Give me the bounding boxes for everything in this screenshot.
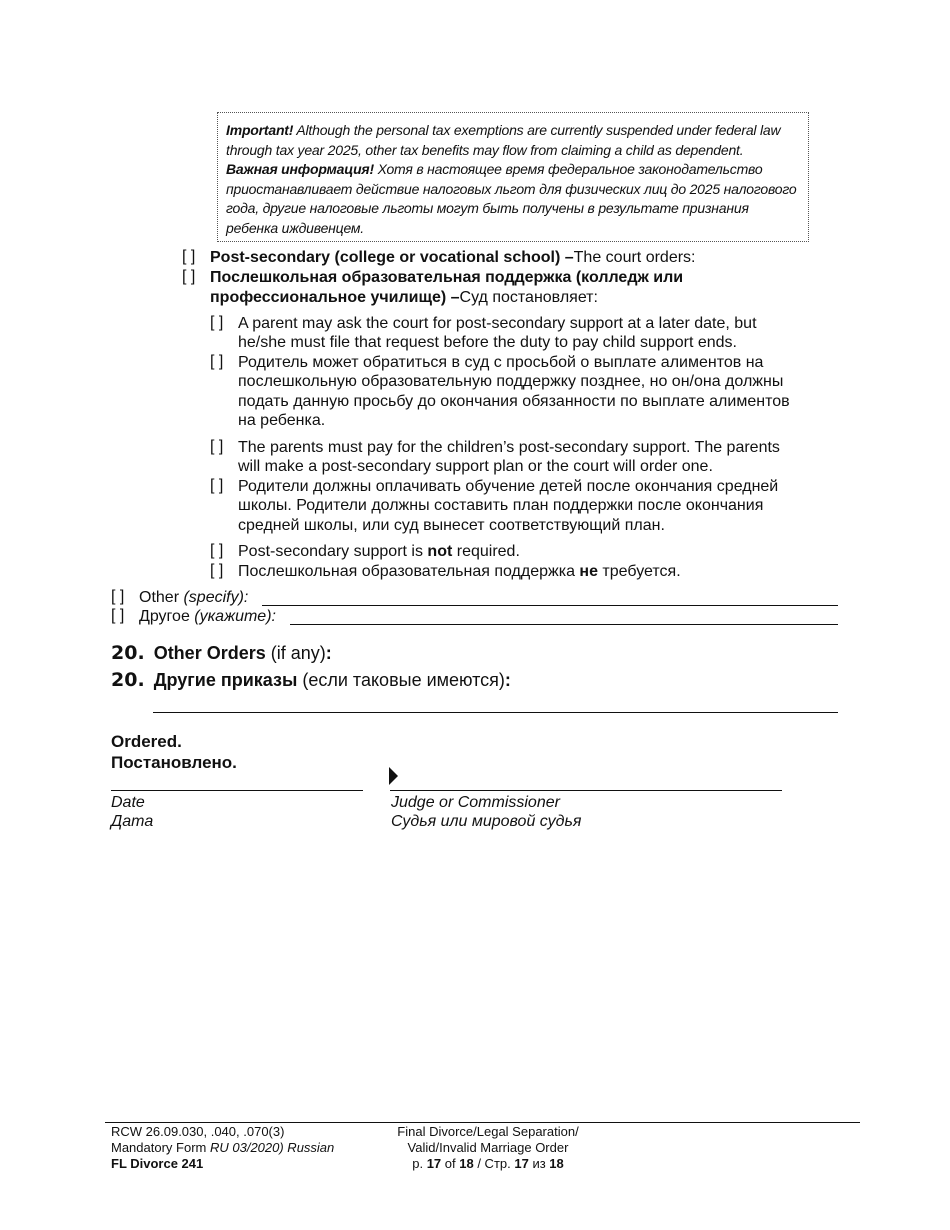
section20-colon-en: : xyxy=(325,643,332,663)
section20-suffix-en: (if any) xyxy=(265,643,326,663)
other-en-input-line[interactable] xyxy=(262,605,838,606)
footer-form-id: FL Divorce 241 xyxy=(111,1156,204,1171)
date-line[interactable] xyxy=(111,790,363,791)
option1-ru-line1: Родитель может обратиться в суд с просьбой о выплате алиментов на xyxy=(238,354,764,371)
option2-ru-line2: школы. Родители должны составить план поддержки после окончания xyxy=(238,497,764,514)
option3-en-post: required. xyxy=(452,543,520,560)
post-secondary-checkbox-en[interactable]: [ ] xyxy=(182,248,196,265)
section20-heading-en xyxy=(111,642,332,664)
signature-arrow-icon xyxy=(388,766,400,786)
post-secondary-checkbox-ru[interactable]: [ ] xyxy=(182,268,196,285)
other-orders-input-line[interactable] xyxy=(153,712,838,713)
option3-en-bold: not xyxy=(427,543,453,560)
footer-title-line2: Valid/Invalid Marriage Order xyxy=(407,1140,569,1155)
option2-checkbox-ru[interactable]: [ ] xyxy=(210,477,224,494)
footer-rcw: RCW 26.09.030, .040, .070(3) xyxy=(111,1124,285,1139)
option3-en xyxy=(238,542,520,562)
important-note xyxy=(217,112,809,242)
option1-checkbox-en[interactable]: [ ] xyxy=(210,314,224,331)
section20-number-ru: 20. xyxy=(111,669,145,691)
post-secondary-title-en xyxy=(210,248,695,268)
footer-page-of: of xyxy=(441,1156,460,1171)
footer-mandatory-pre: Mandatory Form xyxy=(111,1140,210,1155)
section20-heading-ru xyxy=(111,669,511,691)
option1-ru-line2: послешкольную образовательную поддержку позднее, но он/она должны xyxy=(238,373,784,390)
post-secondary-en-suffix: The court orders: xyxy=(573,249,696,266)
footer-page-num-ru: 17 xyxy=(514,1156,529,1171)
date-label-en: Date xyxy=(111,794,145,811)
section20-title-ru: Другие приказы xyxy=(153,670,298,690)
footer-page-p: p. xyxy=(412,1156,427,1171)
note-ru-label: Важная информация! xyxy=(226,161,374,178)
footer-mandatory xyxy=(111,1140,334,1156)
option2-ru-line3: средней школы, или суд вынесет соответствующий план. xyxy=(238,517,665,534)
post-secondary-title-ru-2 xyxy=(210,288,598,308)
footer-center xyxy=(388,1124,588,1172)
judge-signature-line[interactable] xyxy=(390,790,782,791)
other-en-specify: (specify): xyxy=(183,589,249,606)
other-label-ru xyxy=(139,607,276,627)
post-secondary-ru-bold: профессиональное училище) – xyxy=(210,289,460,306)
footer-divider xyxy=(105,1122,860,1123)
date-label-ru: Дата xyxy=(111,813,154,830)
option1-ru-line3: подать данную просьбу до окончания обязанности по выплате алиментов xyxy=(238,393,790,410)
other-en-text: Other xyxy=(139,589,184,606)
option2-en-line2: will make a post-secondary support plan or the court will order one. xyxy=(238,458,713,475)
judge-label-ru: Судья или мировой судья xyxy=(391,813,582,830)
option3-ru-bold: не xyxy=(579,563,598,580)
other-checkbox-ru[interactable]: [ ] xyxy=(111,607,125,624)
section20-title-en: Other Orders xyxy=(153,643,266,663)
footer-title-line1: Final Divorce/Legal Separation/ xyxy=(397,1124,579,1139)
ordered-ru: Постановлено. xyxy=(111,753,237,772)
option3-ru-post: требуется. xyxy=(597,563,681,580)
section20-suffix-ru: (если таковые имеются) xyxy=(297,670,505,690)
option3-checkbox-ru[interactable]: [ ] xyxy=(210,562,224,579)
footer-mandatory-version: RU 03/2020) Russian xyxy=(209,1140,335,1155)
footer-page-iz: из xyxy=(528,1156,550,1171)
post-secondary-ru-suffix: Суд постановляет: xyxy=(459,289,598,306)
option2-en-line1: The parents must pay for the children’s post-secondary support. The parents xyxy=(238,439,780,456)
note-ru-text: Хотя в настоящее время федеральное законодательство приостанавливает действие налоговых льгот для физических лиц до 2025 налогового года, другие налоговые льготы могут быть получены в результате признания ребенка иждивенцем. xyxy=(226,161,797,236)
option3-en-pre: Post-secondary support is xyxy=(238,543,428,560)
option3-ru xyxy=(238,562,681,582)
footer-left xyxy=(111,1124,334,1172)
footer-page-sep: / Стр. xyxy=(473,1156,515,1171)
footer-page-num: 17 xyxy=(426,1156,442,1171)
other-checkbox-en[interactable]: [ ] xyxy=(111,588,125,605)
option1-en-line1: A parent may ask the court for post-secondary support at a later date, but xyxy=(238,315,757,332)
option3-checkbox-en[interactable]: [ ] xyxy=(210,542,224,559)
option2-ru-line1: Родители должны оплачивать обучение детей после окончания средней xyxy=(238,478,779,495)
footer-page-number xyxy=(388,1156,588,1172)
option1-checkbox-ru[interactable]: [ ] xyxy=(210,353,224,370)
post-secondary-title-ru-1: Послешкольная образовательная поддержка (колледж или xyxy=(210,269,684,286)
ordered-en: Ordered. xyxy=(111,732,182,751)
judge-label-en: Judge or Commissioner xyxy=(391,794,560,811)
footer-page-total: 18 xyxy=(459,1156,474,1171)
other-ru-input-line[interactable] xyxy=(290,624,838,625)
option3-ru-pre: Послешкольная образовательная поддержка xyxy=(238,563,580,580)
other-ru-specify: (укажите): xyxy=(194,608,276,625)
option1-ru-line4: на ребенка. xyxy=(238,412,326,429)
note-en-text: Although the personal tax exemptions are currently suspended under federal law through tax year 2025, other tax benefits may flow from claiming a child as dependent. xyxy=(226,122,781,158)
option2-checkbox-en[interactable]: [ ] xyxy=(210,438,224,455)
post-secondary-en-bold: Post-secondary (college or vocational school) – xyxy=(210,249,574,266)
other-ru-text: Другое xyxy=(139,608,195,625)
section20-number-en: 20. xyxy=(111,642,145,664)
note-en-label: Important! xyxy=(226,122,294,138)
option1-en-line2: he/she must file that request before the duty to pay child support ends. xyxy=(238,334,737,351)
section20-colon-ru: : xyxy=(504,670,511,690)
footer-page-total-ru: 18 xyxy=(549,1156,564,1171)
other-label-en xyxy=(139,588,248,608)
